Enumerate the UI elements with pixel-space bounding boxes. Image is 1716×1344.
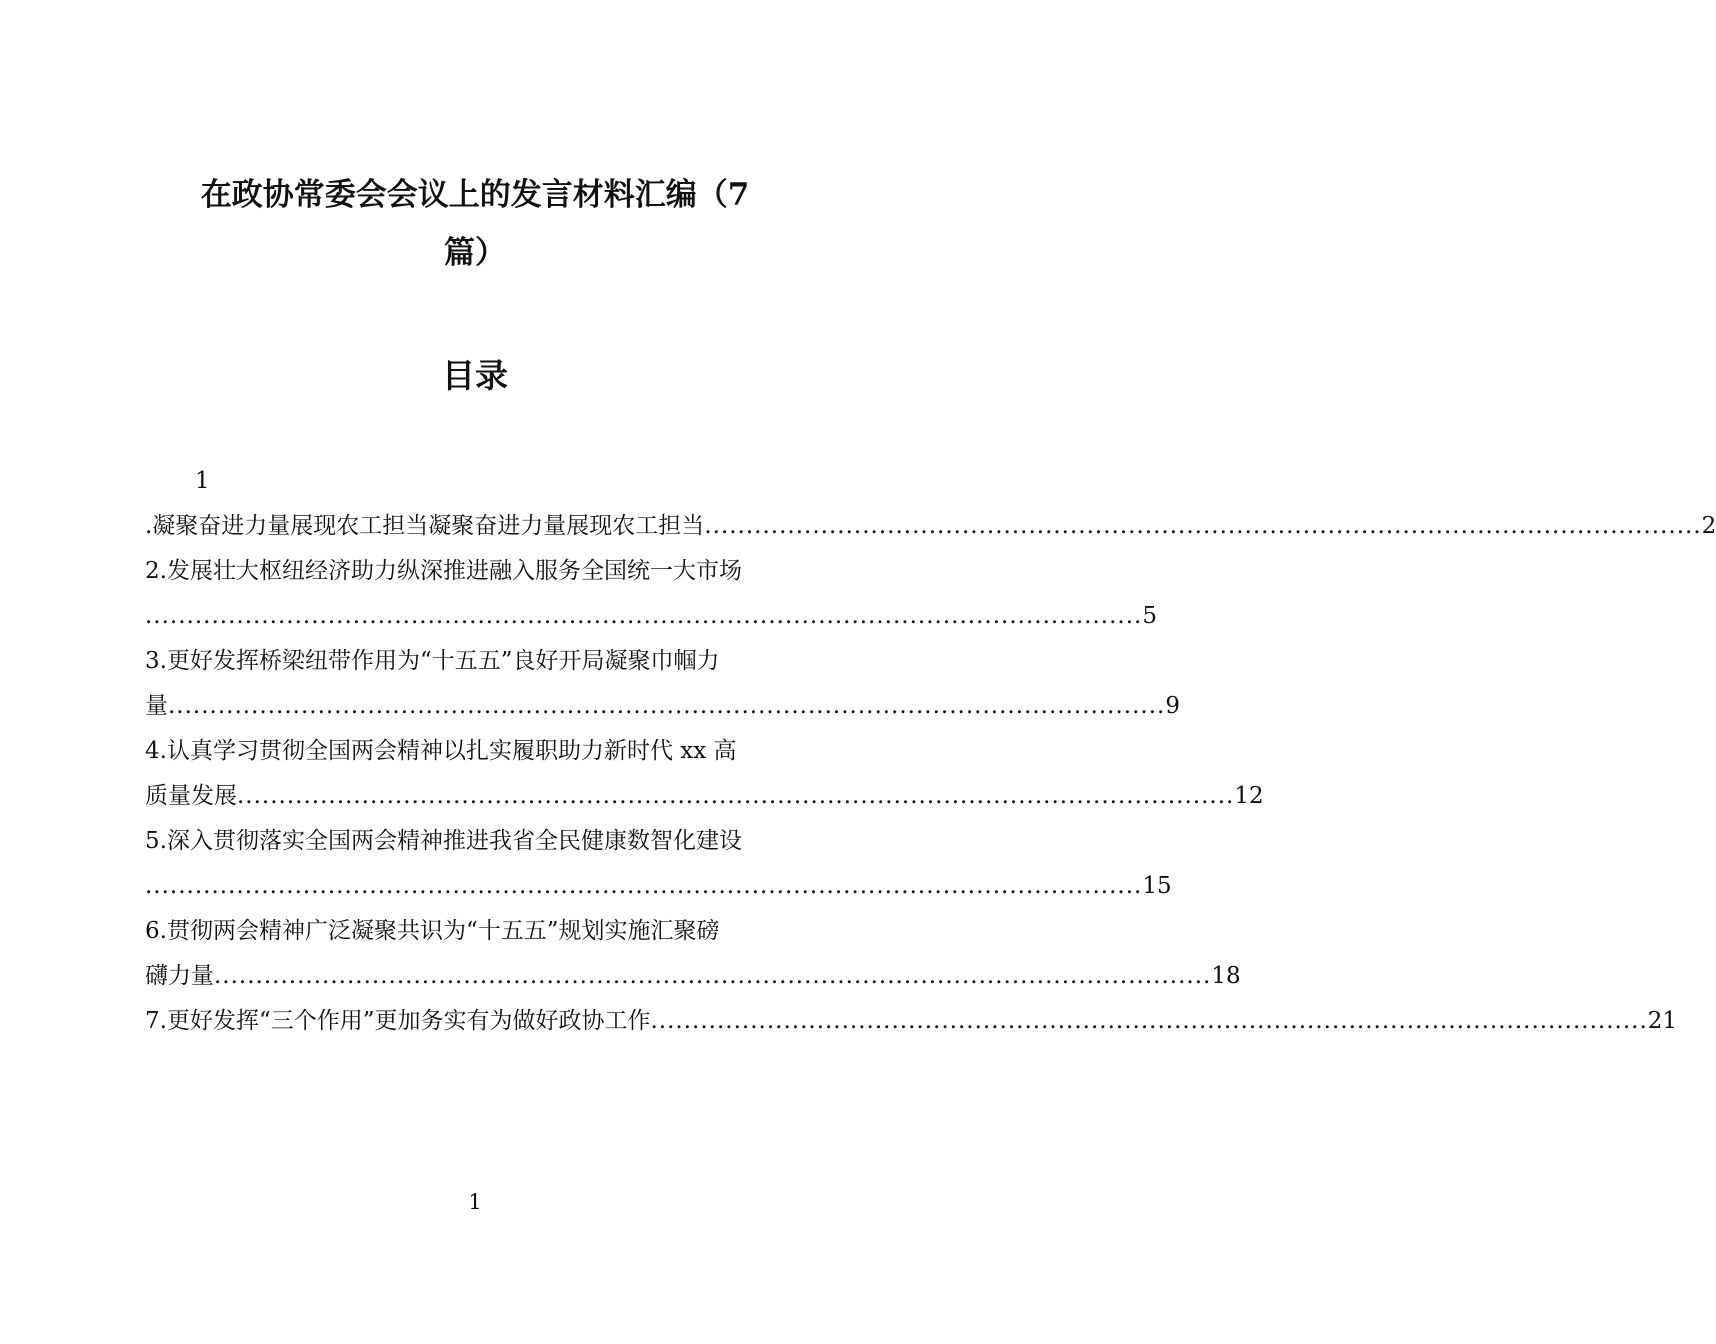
toc-entry-3-line-1[interactable]	[145, 639, 807, 684]
toc-entry-4-page: 12	[1234, 783, 1264, 809]
toc-entry-3-line-2[interactable]	[145, 684, 1180, 729]
toc-leader-dots: ........................................................................................................................	[168, 693, 1166, 719]
toc-entry-5-line-1[interactable]	[145, 819, 807, 864]
toc-entry-5-title: 5.深入贯彻落实全国两会精神推进我省全民健康数智化建设	[145, 828, 742, 854]
toc-entry-4-line-1[interactable]	[145, 729, 807, 774]
toc-entry-1-page: 2	[1701, 513, 1716, 539]
toc-entry-6-line-1[interactable]	[145, 909, 807, 954]
page-number: 1	[468, 1190, 482, 1214]
title-line-2: 篇）	[444, 235, 506, 271]
toc-entry-2-line-1[interactable]	[145, 549, 807, 594]
toc-heading: 目录	[442, 356, 508, 395]
toc-entry-2-line-2[interactable]	[145, 594, 1157, 639]
toc-entry-3-title: 3.更好发挥桥梁纽带作用为“十五五”良好开局凝聚巾帼力	[145, 648, 720, 674]
toc-entry-7-page: 21	[1647, 1008, 1678, 1034]
document-title	[150, 166, 800, 282]
toc-entry-6-title-cont: 礴力量	[145, 963, 214, 989]
toc-leader-dots: ........................................................................................................................	[704, 513, 1702, 539]
toc-entry-2-title: 2.发展壮大枢纽经济助力纵深推进融入服务全国统一大市场	[145, 558, 742, 584]
toc-entry-6-line-2[interactable]	[145, 954, 1241, 999]
toc-entry-5-line-2[interactable]	[145, 864, 1172, 909]
toc-leader-dots: ........................................................................................................................	[650, 1008, 1648, 1034]
toc-entry-4-title-cont: 质量发展	[145, 783, 237, 809]
toc-leader-dots: ........................................................................................................................	[214, 963, 1212, 989]
toc-entry-1-number: 1	[195, 468, 210, 494]
toc-entry-2-page: 5	[1142, 603, 1157, 629]
toc-entry-1[interactable]	[145, 504, 1716, 549]
toc-leader-dots: ........................................................................................................................	[145, 603, 1143, 629]
toc-entry-1-title: .凝聚奋进力量展现农工担当凝聚奋进力量展现农工担当	[145, 513, 705, 539]
table-of-contents	[145, 459, 1716, 1044]
toc-entry-6-title: 6.贯彻两会精神广泛凝聚共识为“十五五”规划实施汇聚磅	[145, 918, 720, 944]
toc-entry-6-page: 18	[1211, 963, 1241, 989]
toc-entry-3-page: 9	[1165, 693, 1180, 719]
toc-entry-4-title: 4.认真学习贯彻全国两会精神以扎实履职助力新时代 xx 高	[145, 738, 737, 764]
toc-entry-3-title-cont: 量	[145, 693, 168, 719]
title-line-1: 在政协常委会会议上的发言材料汇编（7	[200, 177, 750, 213]
toc-entry-7-title: 7.更好发挥“三个作用”更加务实有为做好政协工作	[145, 1008, 651, 1034]
toc-entry-4-line-2[interactable]	[145, 774, 1264, 819]
toc-entry-7[interactable]	[145, 999, 1678, 1044]
toc-leader-dots: ........................................................................................................................	[145, 873, 1143, 899]
toc-entry-5-page: 15	[1142, 873, 1172, 899]
toc-leader-dots: ........................................................................................................................	[237, 783, 1235, 809]
